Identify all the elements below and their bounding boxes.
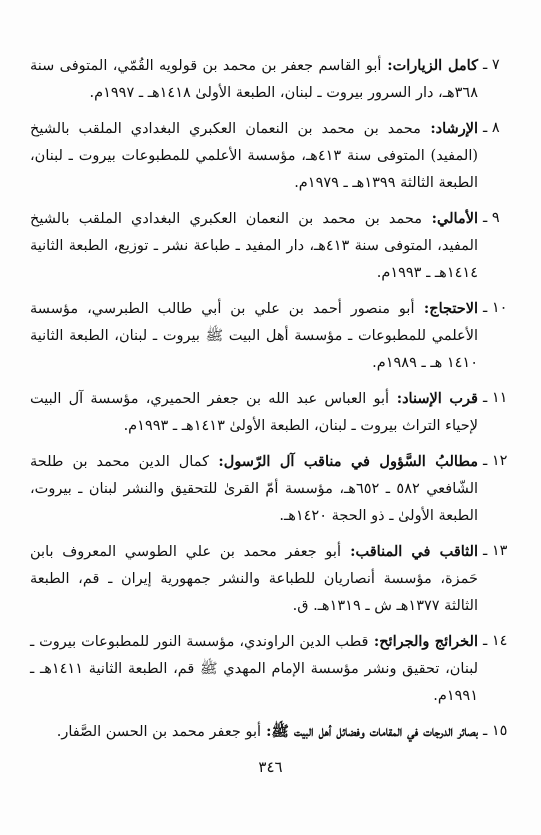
reference-entry-7	[30, 52, 500, 107]
entry-number: ٨ ـ	[483, 120, 500, 136]
entry-number: ١٥ ـ	[483, 723, 508, 739]
entry-details: أبو منصور أحمد بن علي بن أبي طالب الطبرسي، مؤسسة الأعلمي للمطبوعات ـ مؤسسة أهل البيت ﷺ بيروت ـ لبنان، الطبعة الثانية ١٤١٠ هـ ـ ١٩٨٩م.	[30, 301, 478, 371]
entry-separator: :	[209, 453, 224, 470]
entry-separator: :	[340, 543, 356, 560]
reference-entry-10	[30, 295, 508, 377]
reference-entry-14	[30, 628, 508, 710]
entry-number: ١٢ ـ	[483, 453, 508, 469]
entry-details: قطب الدين الراوندي، مؤسسة النور للمطبوعات بيروت ـ لبنان، تحقيق ونشر مؤسسة الإمام المهدي ﷺ قم، الطبعة الثانية ١٤١١هـ ـ ١٩٩١م.	[30, 634, 478, 704]
entry-separator: :	[389, 390, 403, 407]
entry-title: الأمالي	[437, 210, 478, 227]
entry-details: أبو جعفر محمد بن الحسن الصَّفار.	[56, 724, 262, 740]
entry-separator: :	[414, 300, 430, 317]
entry-separator: :	[381, 57, 393, 74]
entry-separator: :	[261, 723, 272, 740]
page-number: ٣٤٦	[258, 758, 283, 776]
entry-title: بصائر الدرجات في المقامات وفضائل أهل البيت ﷺ	[271, 723, 478, 740]
entry-separator: :	[422, 210, 437, 227]
reference-entry-12	[30, 448, 508, 530]
reference-entry-8	[30, 115, 500, 197]
entry-number: ٧ ـ	[483, 57, 500, 73]
entry-title: كامل الزيارات	[392, 57, 479, 74]
entry-title: الإرشاد	[435, 120, 478, 137]
reference-entry-11	[30, 385, 508, 440]
entry-title: الاحتجاج	[429, 300, 478, 317]
entry-details: أبو العباس عبد الله بن جعفر الحميري، مؤسسة آل البيت لإحياء التراث بيروت ـ لبنان، الطبعة الأولىٰ ١٤١٣هـ ـ ١٩٩٣م.	[30, 391, 478, 434]
entry-title: الخرائج والجرائح	[379, 633, 478, 650]
entry-separator: :	[368, 633, 380, 650]
entry-number: ١٣ ـ	[483, 543, 508, 559]
entry-title: مطالبُ السَّؤول في مناقب آل الرّسول	[223, 453, 478, 470]
entry-details: محمد بن محمد بن النعمان العكبري البغدادي الملقب بالشيخ المفيد، المتوفى سنة ٤١٣هـ، دار المفيد ـ طباعة نشر ـ توزيع، الطبعة الثانية ١٤١٤هـ ـ ١٩٩٣م.	[30, 211, 479, 281]
entry-title: قرب الإسناد	[402, 390, 478, 407]
entry-title: الثاقب في المناقب	[355, 543, 478, 560]
entry-details: أبو جعفر محمد بن علي الطوسي المعروف بابن حَمزة، مؤسسة أنصاريان للطباعة والنشر جمهورية إيران ـ قم، الطبعة الثالثة ١٣٧٧هـ ش ـ ١٣١٩هـ. ق.	[30, 544, 478, 614]
reference-entry-15	[30, 718, 508, 746]
entry-number: ١١ ـ	[483, 390, 508, 406]
entry-number: ٩ ـ	[483, 210, 500, 226]
entry-number: ١٤ ـ	[483, 633, 508, 649]
references-list	[30, 52, 508, 754]
reference-entry-13	[30, 538, 508, 620]
entry-details: محمد بن محمد بن النعمان العكبري البغدادي الملقب بالشيخ (المفيد) المتوفى سنة ٤١٣هـ، مؤسسة الأعلمي للمطبوعات بيروت ـ لبنان، الطبعة الثالثة ١٣٩٩هـ ـ ١٩٧٩م.	[30, 121, 479, 191]
entry-number: ١٠ ـ	[483, 300, 508, 316]
entry-details: أبو القاسم جعفر بن محمد بن قولويه القُمّي، المتوفى سنة ٣٦٨هـ، دار السرور بيروت ـ لبنان، الطبعة الأولىٰ ١٤١٨هـ ـ ١٩٩٧م.	[30, 58, 478, 101]
entry-separator: :	[420, 120, 436, 137]
reference-entry-9	[30, 205, 500, 287]
entry-details: كمال الدين محمد بن طلحة الشّافعي ٥٨٢ ـ ٦٥٢هـ، مؤسسة أمّ القرىٰ للتحقيق والنشر لبنان ـ بيروت، الطبعة الأولىٰ ـ ذو الحجة ١٤٢٠هـ.	[30, 454, 479, 524]
